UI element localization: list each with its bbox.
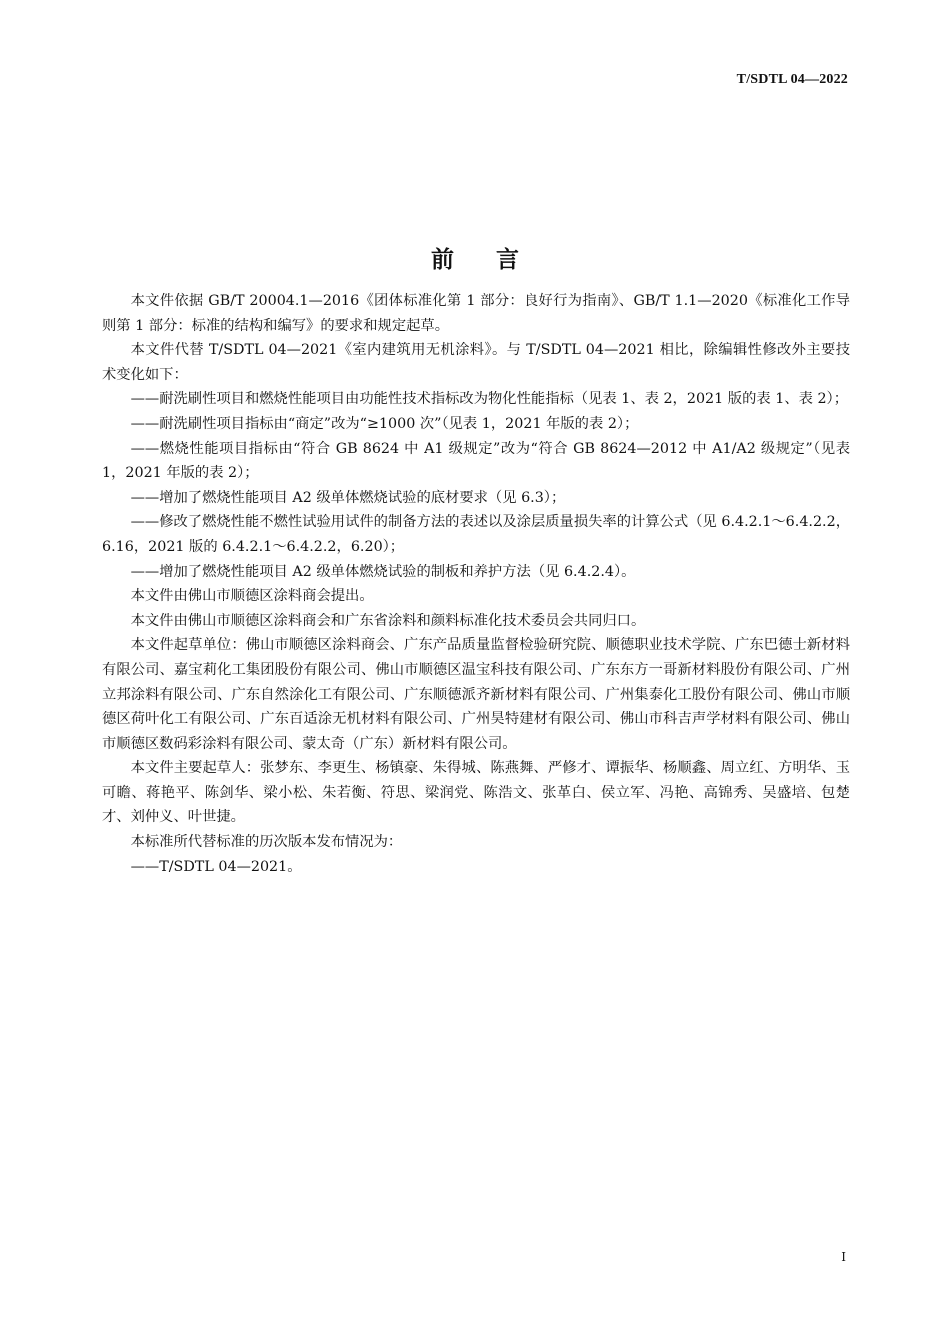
paragraph: 本文件代替 T/SDTL 04—2021《室内建筑用无机涂料》。与 T/SDTL 04—2021 相比，除编辑性修改外主要技术变化如下： — [102, 342, 850, 383]
page-number: I — [841, 1250, 846, 1264]
paragraph: ——增加了燃烧性能项目 A2 级单体燃烧试验的底材要求（见 6.3）； — [130, 489, 566, 506]
paragraph: 本文件由佛山市顺德区涂料商会提出。 — [130, 588, 374, 605]
foreword-body — [102, 289, 850, 879]
paragraph: ——耐洗刷性项目指标由“商定”改为“≥1000 次”（见表 1，2021 年版的表 2）； — [130, 415, 639, 432]
paragraph: ——燃烧性能项目指标由“符合 GB 8624 中 A1 级规定”改为“符合 GB 8624—2012 中 A1/A2 级规定”（见表 1，2021 年版的表 2）； — [102, 440, 850, 482]
document-code: T/SDTL 04—2022 — [736, 72, 848, 87]
paragraph: ——T/SDTL 04—2021。 — [130, 858, 302, 875]
paragraph: 本标准所代替标准的历次版本发布情况为： — [130, 834, 403, 851]
paragraph: ——修改了燃烧性能不燃性试验用试件的制备方法的表述以及涂层质量损失率的计算公式（见 6.4.2.1～6.4.2.2，6.16，2021 版的 6.4.2.1～6.4.2.2，6.20）； — [102, 514, 850, 555]
paragraph: ——耐洗刷性项目和燃烧性能项目由功能性技术指标改为物化性能指标（见表 1、表 2，2021 版的表 1、表 2）； — [130, 391, 848, 408]
page-title: 前言 — [431, 246, 561, 274]
paragraph: 本文件主要起草人：张梦东、李更生、杨镇豪、朱得城、陈燕舞、严修才、谭振华、杨顺鑫、周立红、方明华、玉可瞻、蒋艳平、陈剑华、梁小松、朱若衡、符思、梁润党、陈浩文、张革白、侯立军、冯艳、高锦秀、吴盛培、包楚才、刘仲义、叶世捷。 — [102, 760, 850, 826]
paragraph: 本文件起草单位：佛山市顺德区涂料商会、广东产品质量监督检验研究院、顺德职业技术学院、广东巴德士新材料有限公司、嘉宝莉化工集团股份有限公司、佛山市顺德区温宝科技有限公司、广东东方一哥新材料股份有限公司、广州立邦涂料有限公司、广东自然涂化工有限公司、广东顺德派齐新材料有限公司、广州集泰化工股份有限公司、佛山市顺德区荷叶化工有限公司、广东百适涂无机材料有限公司、广州昊特建材有限公司、佛山市科吉声学材料有限公司、佛山市顺德区数码彩涂料有限公司、蒙太奇（广东）新材料有限公司。 — [102, 637, 850, 752]
paragraph: 本文件依据 GB/T 20004.1—2016《团体标准化第 1 部分：良好行为指南》、GB/T 1.1—2020《标准化工作导则第 1 部分：标准的结构和编写》的要求和规定起草。 — [102, 293, 850, 334]
paragraph: ——增加了燃烧性能项目 A2 级单体燃烧试验的制板和养护方法（见 6.4.2.4）。 — [130, 563, 636, 580]
paragraph: 本文件由佛山市顺德区涂料商会和广东省涂料和颜料标准化技术委员会共同归口。 — [130, 612, 646, 629]
